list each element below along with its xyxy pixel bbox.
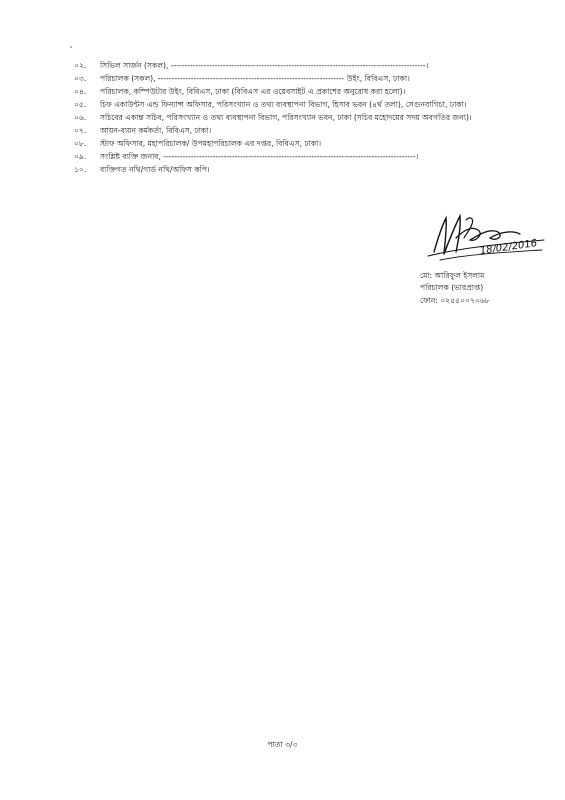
list-item — [74, 138, 514, 150]
signer-name: মো: আরিফুল ইসলাম — [420, 271, 485, 280]
item-number: ০৬. — [74, 112, 87, 122]
signer-phone: ফোন: ০২৫৫০০৭০৬৮ — [420, 296, 490, 305]
item-number: ০৩. — [74, 73, 87, 83]
item-number: ১০. — [74, 164, 87, 174]
signer-designation: পরিচালক (ভারপ্রাপ্ত) — [420, 283, 484, 292]
item-number: ০৯. — [74, 151, 87, 161]
list-item — [74, 125, 514, 137]
list-item — [74, 73, 514, 85]
list-item — [74, 112, 514, 124]
signature-block — [420, 208, 550, 308]
item-text: সচিবের একান্ত সচিব, পরিসংখ্যান ও তথ্য ব্যবস্থাপনা বিভাগ, পরিসংখ্যান ভবন, ঢাকা (সচিব মহোদয়ের সদয় অবগতির জন্য)। — [100, 112, 472, 122]
scan-speck — [70, 46, 72, 48]
item-number: ০৫. — [74, 99, 87, 109]
item-text: আয়ন-ব্যয়ন কর্মকর্তা, বিবিএস, ঢাকা। — [100, 125, 212, 135]
list-item — [74, 86, 514, 98]
item-text: সংশ্লিষ্ট ব্যক্তি জনাব, --------------------------------------------------------------------------------------------। — [100, 151, 419, 161]
item-number: ০৪. — [74, 86, 87, 96]
list-item — [74, 151, 514, 163]
list-item — [74, 164, 514, 176]
item-text: স্টাফ অফিসার, মহাপরিচালক/ উপমহাপরিচালক এর দপ্তর, বিবিএস, ঢাকা। — [100, 138, 322, 148]
signature-date: 18/02/2016 — [479, 238, 538, 257]
item-text: সিভিল সার্জন (সকল), ---------------------------------------------------------------------------------------------। — [100, 61, 429, 70]
handwritten-signature — [420, 208, 550, 266]
item-number: ০৮. — [74, 138, 87, 148]
item-text: পরিচালক, কম্পিউটার উইং, বিবিএস, ঢাকা (বিবিএস এর ওয়েবসাইট এ প্রকাশের অনুরোধ করা হলো)। — [100, 86, 406, 96]
item-number: ০২. — [74, 61, 87, 70]
distribution-list — [74, 60, 514, 177]
item-text: পরিচালক (সকল), -------------------------------------------------------------------- উইং, বিবিএস, ঢাকা। — [100, 73, 410, 83]
item-number: ০৭. — [74, 125, 87, 135]
list-item — [74, 60, 514, 72]
item-text: চিফ একাউন্টস এন্ড ফিন্যান্স অফিসার, পরিসংখ্যান ও তথ্য ব্যবস্থাপনা বিভাগ, হিসাব ভবন (৪র্থ তলা), সেগুনবাগিচা, ঢাকা। — [100, 99, 467, 109]
item-text: ব্যক্তিগত নথি/গার্ড নথি/অফিস কপি। — [100, 164, 210, 174]
list-item — [74, 99, 514, 111]
page-number: পাতা ৩/৩ — [267, 740, 298, 749]
